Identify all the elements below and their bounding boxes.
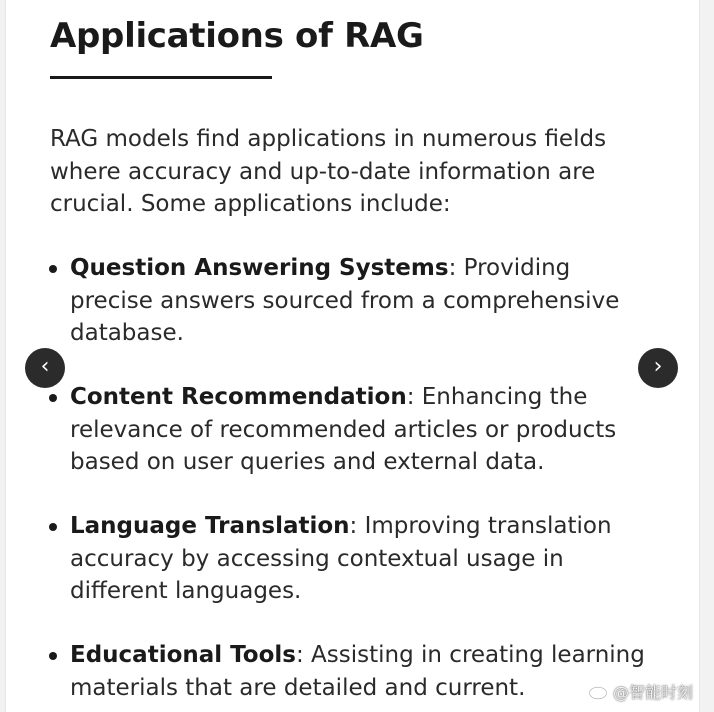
application-item [70, 510, 650, 608]
application-item [70, 252, 650, 350]
carousel-prev-button[interactable] [25, 348, 65, 388]
article-intro: RAG models find applications in numerous fields where accuracy and up-to-date information are crucial. Some applications include: [50, 126, 607, 217]
bullet-icon [49, 652, 57, 660]
heading-underline [50, 76, 272, 79]
chevron-left-icon: ‹ [40, 354, 50, 379]
application-item [70, 639, 650, 704]
chevron-right-icon: › [653, 354, 663, 379]
application-item [70, 381, 650, 479]
application-description: Assisting in creating learning materials that are detailed and current. [70, 642, 645, 701]
bullet-icon [49, 265, 57, 273]
article-card [5, 0, 700, 712]
application-separator: : [448, 255, 457, 281]
application-term: Content Recommendation [70, 384, 407, 410]
application-description: Enhancing the relevance of recommended articles or products based on user queries and external data. [70, 384, 617, 475]
carousel-next-button[interactable] [638, 348, 678, 388]
application-term: Educational Tools [70, 642, 296, 668]
application-term: Language Translation [70, 513, 350, 539]
application-description: Providing precise answers sourced from a comprehensive database. [70, 255, 620, 346]
article-heading: Applications of RAG [50, 16, 424, 56]
application-separator: : [349, 513, 358, 539]
application-term: Question Answering Systems [70, 255, 449, 281]
application-separator: : [406, 384, 415, 410]
application-separator: : [295, 642, 304, 668]
bullet-icon [49, 394, 57, 402]
watermark [588, 680, 693, 702]
application-description: Improving translation accuracy by accessing contextual usage in different languages. [70, 513, 612, 604]
bullet-icon [49, 523, 57, 531]
weibo-icon [588, 682, 610, 700]
watermark-text: @智能时刻 [613, 682, 694, 702]
